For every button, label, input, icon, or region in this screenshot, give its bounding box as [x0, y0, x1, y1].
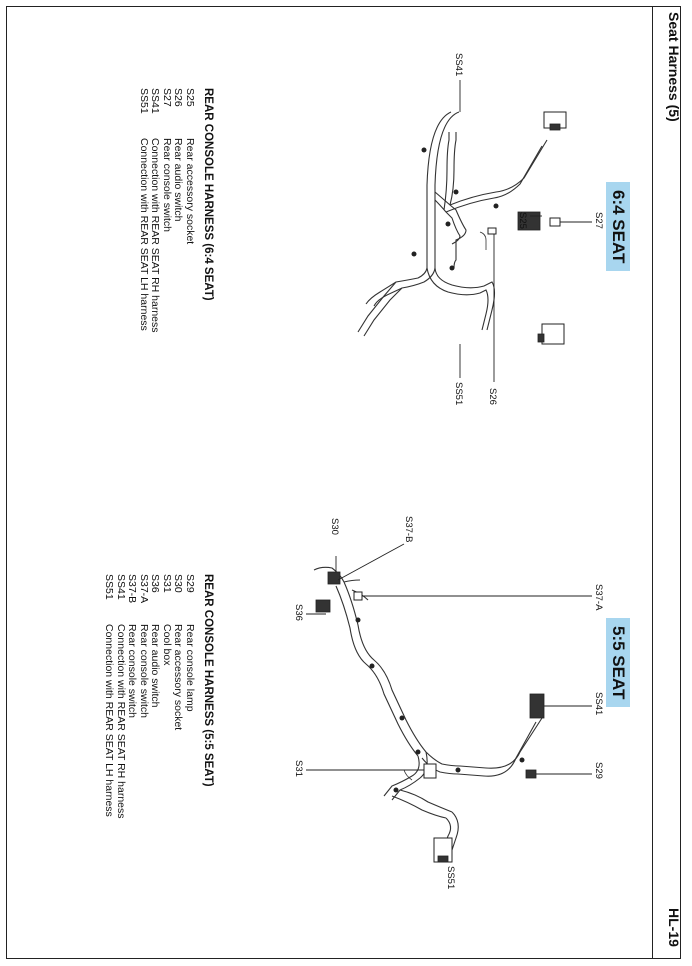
legend-desc: Rear audio switch: [172, 138, 185, 222]
legend-desc: Rear console switch: [138, 624, 150, 718]
legend-desc: Connection with REAR SEAT LH harness: [103, 624, 116, 817]
label-s37b: S37-B: [403, 516, 414, 543]
leader-s37b: [338, 544, 404, 580]
connector-ss51-lock: [438, 856, 448, 862]
label-s37a: S37-A: [593, 584, 604, 611]
badge-5-5-seat: 5:5 SEAT: [606, 618, 630, 707]
connector-s29: [526, 770, 536, 778]
harness-leg-ss51: [374, 268, 435, 306]
legend-code: SS41: [115, 574, 127, 600]
harness-branch-ss41: [422, 722, 536, 776]
connector-ss41-lock: [550, 124, 560, 130]
legend-desc: Rear accessory socket: [172, 624, 185, 731]
legend-desc: Connection with REAR SEAT RH harness: [149, 138, 162, 333]
label-ss51: SS51: [445, 866, 456, 890]
harness-5-5: [293, 516, 604, 889]
label-s27: S27: [593, 212, 604, 229]
legend-code: S25: [184, 88, 196, 107]
legend-code: SS51: [103, 574, 116, 600]
connector-s31: [424, 764, 436, 778]
legend-code: S27: [161, 88, 173, 107]
legend-desc: Cool box: [161, 624, 173, 666]
label-s29: S29: [593, 762, 604, 779]
harness-leg-ss41: [446, 146, 542, 212]
connector-s37a: [354, 592, 362, 600]
harness-6-4: [358, 53, 604, 405]
harness-leg-s27: [435, 268, 495, 330]
label-ss51: SS51: [453, 382, 464, 406]
harness-clip: [400, 716, 405, 721]
harness-leg-ss51: [358, 282, 396, 332]
harness-branch-ss41: [444, 132, 449, 210]
legend-desc: Connection with REAR SEAT RH harness: [115, 624, 127, 819]
harness-clip: [394, 788, 399, 793]
harness-branch-ss51: [400, 790, 452, 812]
connector-ss51: [542, 324, 564, 344]
harness-clip: [422, 148, 427, 153]
legend-desc: Rear console lamp: [184, 624, 196, 712]
legend-code: S37-A: [138, 574, 150, 604]
legend-desc: Rear console switch: [126, 624, 139, 718]
legend-code: S26: [172, 88, 185, 107]
label-s30: S30: [329, 518, 340, 535]
harness-clip: [456, 768, 461, 773]
harness-leg-ss41: [450, 140, 547, 205]
label-s26: S26: [487, 388, 498, 405]
harness-branch-ss51: [392, 796, 446, 818]
harness-clip: [370, 664, 375, 669]
harness-trunk: [336, 586, 418, 756]
legend-code: S36: [149, 574, 162, 593]
connector-s36: [316, 600, 330, 612]
connector-s26: [488, 228, 496, 234]
harness-title-5-5: REAR CONSOLE HARNESS (5:5 SEAT): [202, 574, 214, 787]
label-ss41: SS41: [593, 692, 604, 716]
harness-leg-s27: [427, 268, 488, 330]
harness-clip: [450, 266, 455, 271]
legend-desc: Rear accessory socket: [184, 138, 196, 245]
label-s25: S25: [517, 212, 528, 229]
page-number: HL-19: [666, 908, 682, 947]
harness-clip: [446, 222, 451, 227]
connector-s30: [328, 572, 340, 584]
harness-clip: [412, 252, 417, 257]
harness-trunk: [344, 582, 426, 752]
harness-clip: [356, 618, 361, 623]
legend-desc: Rear audio switch: [149, 624, 162, 708]
harness-clip: [494, 204, 499, 209]
harness-clip: [520, 758, 525, 763]
harness-title-6-4: REAR CONSOLE HARNESS (6:4 SEAT): [202, 88, 214, 301]
harness-clip: [416, 750, 421, 755]
harness-trunk: [427, 112, 451, 268]
page-title: Seat Harness (5): [666, 12, 682, 122]
legend-code: S30: [172, 574, 185, 593]
label-s36: S36: [293, 604, 304, 621]
label-s31: S31: [293, 760, 304, 777]
legend-desc: Connection with REAR SEAT LH harness: [138, 138, 150, 331]
legend-code: SS51: [138, 88, 150, 114]
legend-code: S31: [161, 574, 173, 593]
connector-ss41: [530, 694, 544, 718]
legend-code: S37-B: [126, 574, 139, 604]
legend-code: S29: [184, 574, 196, 593]
harness-clip: [454, 190, 459, 195]
harness-leg-ss51: [366, 268, 427, 304]
badge-6-4-seat: 6:4 SEAT: [606, 182, 630, 271]
connector-ss51-lock: [538, 334, 544, 342]
harness-leg-ss51: [364, 288, 402, 336]
connector-s25: [550, 218, 560, 226]
legend-desc: Rear console switch: [161, 138, 173, 232]
label-ss41: SS41: [453, 53, 464, 77]
harness-leg-s26: [480, 232, 486, 250]
harness-junction: [344, 580, 360, 582]
legend-code: SS41: [149, 88, 162, 114]
